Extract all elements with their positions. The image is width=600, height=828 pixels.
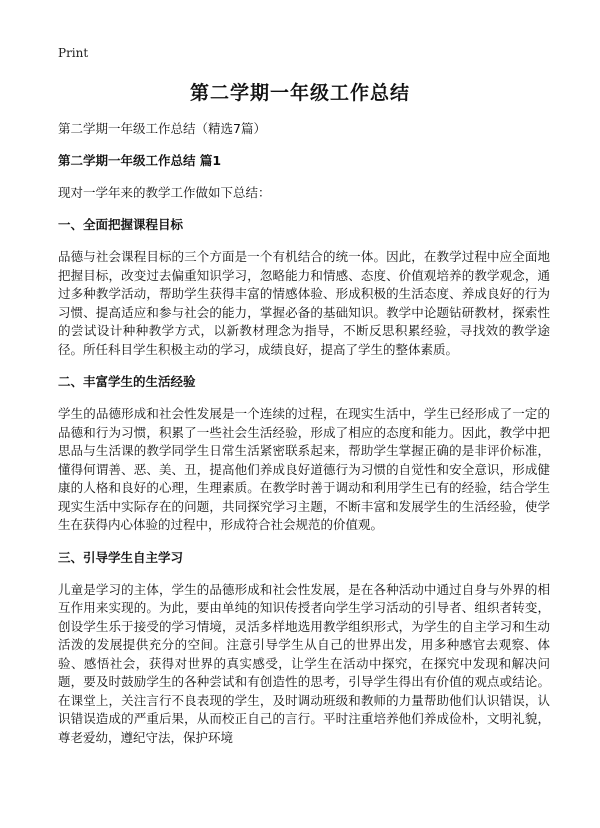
section-paragraph: 儿童是学习的主体，学生的品德形成和社会性发展，是在各种活动中通过自身与外界的相互作用来实现的。为此，要由单纯的知识传授者向学生学习活动的引导者、组织者转变，创设学生乐于接受的学习情境，灵活多样地选用教学组织形式，为学生的自主学习和生动活泼的发展提供充分的空间。注意引导学生从自己的世界出发，用多种感官去观察、体验、感悟社会，获得对世界的真实感受，让学生在活动中探究，在探究中发现和解决问题，要及时鼓励学生的各种尝试和有创造性的思考，引导学生得出有价值的观点或结论。在课堂上，关注言行不良表现的学生，及时调动班级和教师的力量帮助他们认识错误，认识错误造成的严重后果，从而校正自己的言行。平时注重培养他们养成俭朴，文明礼貌，尊老爱幼，遵纪守法，保护环境 [58, 581, 550, 745]
part-heading: 第二学期一年级工作总结 篇1 [58, 153, 222, 168]
document-body [58, 120, 550, 761]
section-heading: 一、全面把握课程目标 [58, 217, 184, 232]
section-heading: 二、丰富学生的生活经验 [58, 374, 196, 389]
section-1 [58, 216, 550, 359]
section-heading: 三、引导学生自主学习 [58, 549, 184, 565]
section-2 [58, 373, 550, 535]
print-link[interactable]: Print [58, 46, 89, 60]
document-subtitle: 第二学期一年级工作总结（精选7篇） [58, 121, 266, 136]
page-title: 第二学期一年级工作总结 [189, 82, 410, 104]
section-paragraph: 品德与社会课程目标的三个方面是一个有机结合的统一体。因此，在教学过程中应全面地把握目标，改变过去偏重知识学习，忽略能力和情感、态度、价值观培养的教学观念，通过多种教学活动，帮助学生获得丰富的情感体验、形成积极的生活态度、养成良好的行为习惯、提高适应和参与社会的能力，掌握必备的基础知识。教学中论题钻研教材，探索性的尝试设计种种教学方式，以新教材理念为指导，不断反思积累经验，寻找效的教学途径。所任科目学生积极主动的学习，成绩良好，提高了学生的整体素质。 [58, 249, 550, 357]
intro-text: 现对一学年来的教学工作做如下总结： [58, 185, 271, 200]
section-3 [58, 549, 550, 748]
section-paragraph: 学生的品德形成和社会性发展是一个连续的过程，在现实生活中，学生已经形成了一定的品德和行为习惯，积累了一些社会生活经验，形成了相应的态度和能力。因此，教学中把思品与生活课的教学同学生日常生活紧密联系起来，帮助学生掌握正确的是非评价标准，懂得何谓善、恶、美、丑，提高他们养成良好道德行为习惯的自觉性和安全意识，形成健康的人格和良好的心理，生理素质。在教学时善于调动和利用学生已有的经验，结合学生现实生活中实际存在的问题，共同探究学习主题，不断丰富和发展学生的生活经验，使学生在获得内心体验的过程中，形成符合社会规范的价值观。 [58, 406, 550, 532]
